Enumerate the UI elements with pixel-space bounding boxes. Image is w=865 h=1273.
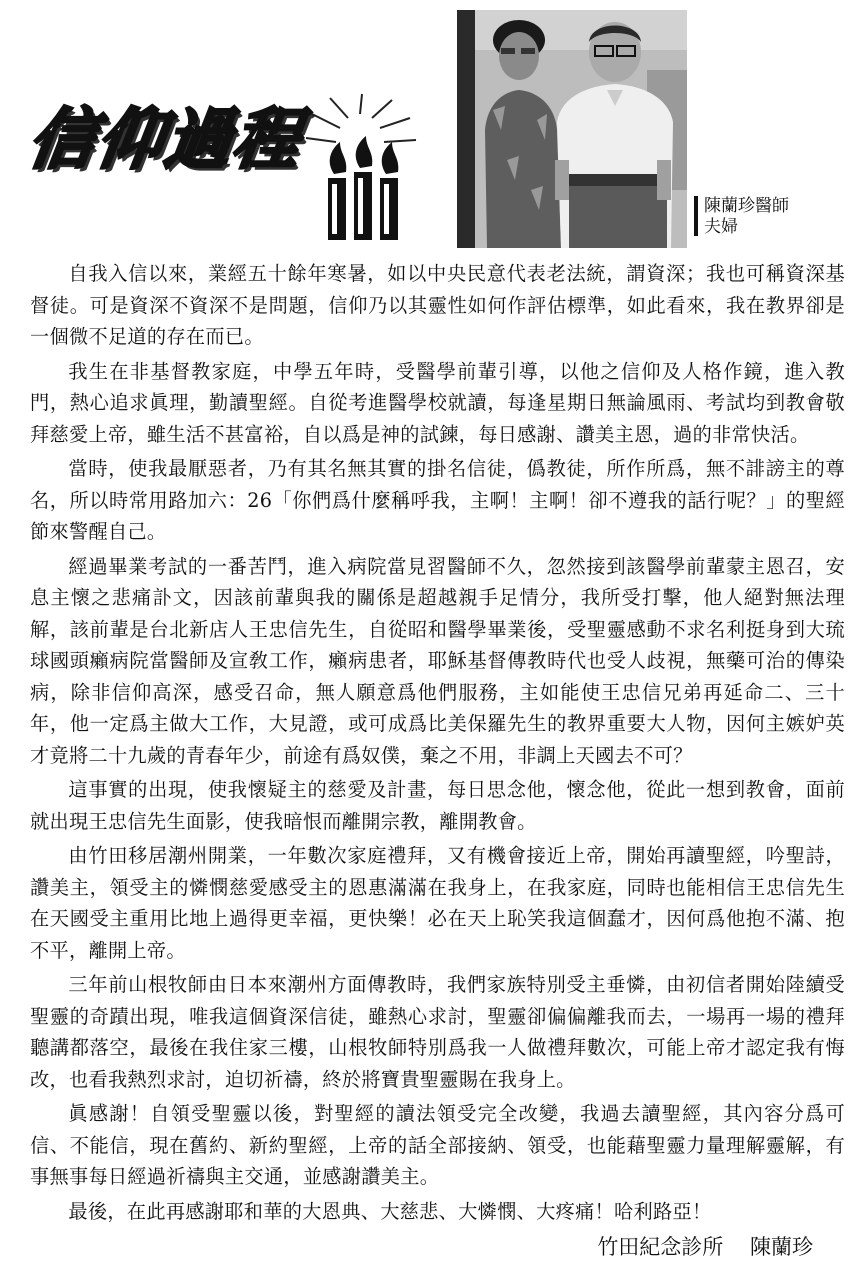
article-title: 信仰過程 bbox=[23, 101, 307, 178]
paragraph-5: 這事實的出現，使我懷疑主的慈愛及計畫，每日思念他，懷念他，從此一想到教會，面前就出現王忠信先生面影，使我暗恨而離開宗教，離開教會。 bbox=[30, 778, 845, 833]
article-body bbox=[30, 258, 845, 1230]
paragraph-3: 當時，使我最厭惡者，乃有其名無其實的掛名信徒，僞教徒，所作所爲，無不誹謗主的尊名，所以時常用路加六：26「你們爲什麼稱呼我，主啊！主啊！卻不遵我的話行呢？」的聖經節來警醒自己。 bbox=[30, 457, 845, 543]
paragraph-2: 我生在非基督教家庭，中學五年時，受醫學前輩引導，以他之信仰及人格作鏡，進入教門，熱心追求眞理，勤讀聖經。自從考進醫學校就讀，每逢星期日無論風雨、考試均到教會敬拜慈愛上帝，雖生活不甚富裕，自以爲是神的試鍊，每日感謝、讚美主恩，過的非常快活。 bbox=[30, 359, 845, 446]
paragraph-7: 三年前山根牧師由日本來潮州方面傳教時，我們家族特別受主垂憐，由初信者開始陸續受聖靈的奇蹟出現，唯我這個資深信徒，雖熱心求討，聖靈卻偏偏離我而去，一場再一場的禮拜聽講都落空，最後在我住家三樓，山根牧師特別爲我一人做禮拜數次，可能上帝才認定我有悔改，也看我熱烈求討，迫切祈禱，終於將寶貴聖靈賜在我身上。 bbox=[30, 973, 845, 1091]
paragraph-6: 由竹田移居潮州開業，一年數次家庭禮拜，又有機會接近上帝，開始再讀聖經，吟聖詩，讚美主，領受主的憐憫慈愛感受主的恩惠滿滿在我身上，在我家庭，同時也能相信王忠信先生在天國受主重用比地上過得更幸福，更快樂！必在天上恥笑我這個蠢才，因何爲他抱不滿、抱不平，離開上帝。 bbox=[30, 844, 845, 962]
paragraph-4: 經過畢業考試的一番苦鬥，進入病院當見習醫師不久，忽然接到該醫學前輩蒙主恩召，安息主懷之悲痛訃文，因該前輩與我的關係是超越親手足情分，我所受打擊，他人絕對無法理解，該前輩是台北新店人王忠信先生，自從昭和醫學畢業後，受聖靈感動不求名利挺身到大琉球國頭癩病院當醫師及宣敎工作，癩病患者，耶穌基督傳教時代也受人歧視，無藥可治的傳染病，除非信仰高深，感受召命，無人願意爲他們服務，主如能使王忠信兄弟再延命二、三十年，他一定爲主做大工作，大見證，或可成爲比美保羅先生的教界重要大人物，因何主嫉妒英才竟將二十九歲的青春年少，前途有爲奴僕，棄之不用，非調上天國去不可？ bbox=[30, 554, 845, 767]
clinic-name: 竹田紀念診所 bbox=[597, 1235, 724, 1259]
paragraph-1: 自我入信以來，業經五十餘年寒暑，如以中央民意代表老法統，謂資深；我也可稱資深基督徒。可是資深不資深不是問題，信仰乃以其靈性如何作評估標準，如此看來，我在教界卻是一個微不足道的存在而已。 bbox=[30, 262, 845, 348]
caption-bar bbox=[694, 196, 698, 236]
paragraph-8: 眞感謝！自領受聖靈以後，對聖經的讀法領受完全改變，我過去讀聖經，其內容分爲可信、不能信，現在舊約、新約聖經，上帝的話全部接納、領受，也能藉聖靈力量理解靈解，有事無事每日經過祈禱與主交通，並感謝讚美主。 bbox=[30, 1102, 845, 1188]
author-name: 陳蘭珍 bbox=[750, 1235, 813, 1259]
paragraph-9: 最後，在此再感謝耶和華的大恩典、大慈悲、大憐憫、大疼痛！哈利路亞！ bbox=[68, 1199, 712, 1223]
candles-icon bbox=[300, 92, 420, 252]
photo-caption: 陳蘭珍醫師 夫婦 bbox=[704, 196, 789, 237]
signature bbox=[597, 1231, 813, 1261]
couple-photo bbox=[457, 10, 687, 248]
